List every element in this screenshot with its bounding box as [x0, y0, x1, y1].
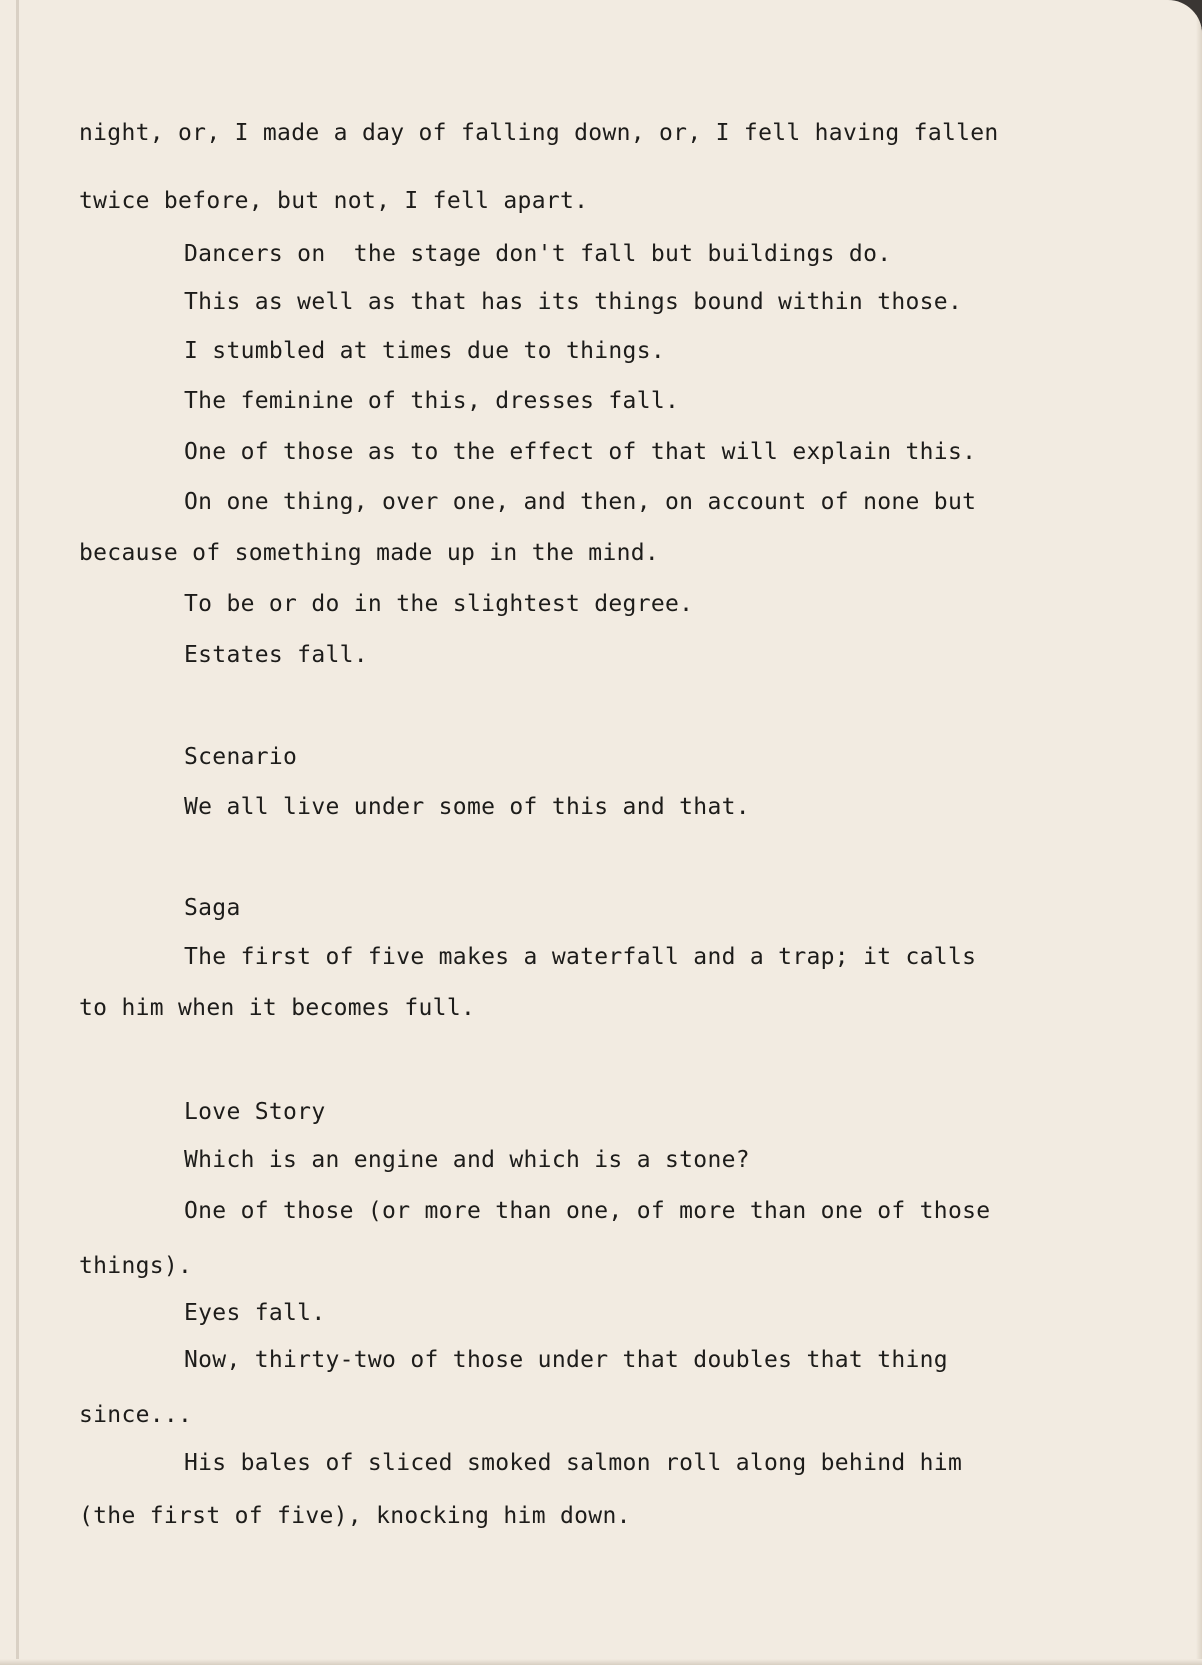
text-line: This as well as that has its things bound within those. [184, 289, 963, 315]
text-line: I stumbled at times due to things. [184, 338, 666, 364]
text-line: His bales of sliced smoked salmon roll along behind him [184, 1450, 963, 1476]
text-line: things). [79, 1253, 193, 1279]
section-heading: Saga [184, 895, 241, 921]
binding-edge [16, 0, 19, 1665]
section-heading: Scenario [184, 744, 298, 770]
text-line: because of something made up in the mind. [79, 540, 660, 566]
text-line: (the first of five), knocking him down. [79, 1503, 631, 1529]
text-line: Eyes fall. [184, 1300, 326, 1326]
text-line: One of those as to the effect of that will explain this. [184, 439, 977, 465]
page-edge-right [1196, 0, 1202, 1665]
text-line: Which is an engine and which is a stone? [184, 1147, 750, 1173]
text-line: Dancers on the stage don't fall but buildings do. [184, 241, 892, 267]
text-line: twice before, but not, I fell apart. [79, 188, 589, 214]
text-line: Estates fall. [184, 642, 368, 668]
text-line: The first of five makes a waterfall and a trap; it calls [184, 944, 977, 970]
text-line: One of those (or more than one, of more than one of those [184, 1198, 991, 1224]
text-line: The feminine of this, dresses fall. [184, 388, 680, 414]
text-line: night, or, I made a day of falling down, or, I fell having fallen [79, 120, 999, 146]
text-line: to him when it becomes full. [79, 995, 476, 1021]
section-heading: Love Story [184, 1099, 326, 1125]
text-line: On one thing, over one, and then, on account of none but [184, 489, 977, 515]
text-line: To be or do in the slightest degree. [184, 591, 694, 617]
text-line: We all live under some of this and that. [184, 794, 750, 820]
page-edge-bottom [0, 1659, 1202, 1665]
text-line: since... [79, 1402, 193, 1428]
text-line: Now, thirty-two of those under that doubles that thing [184, 1347, 948, 1373]
